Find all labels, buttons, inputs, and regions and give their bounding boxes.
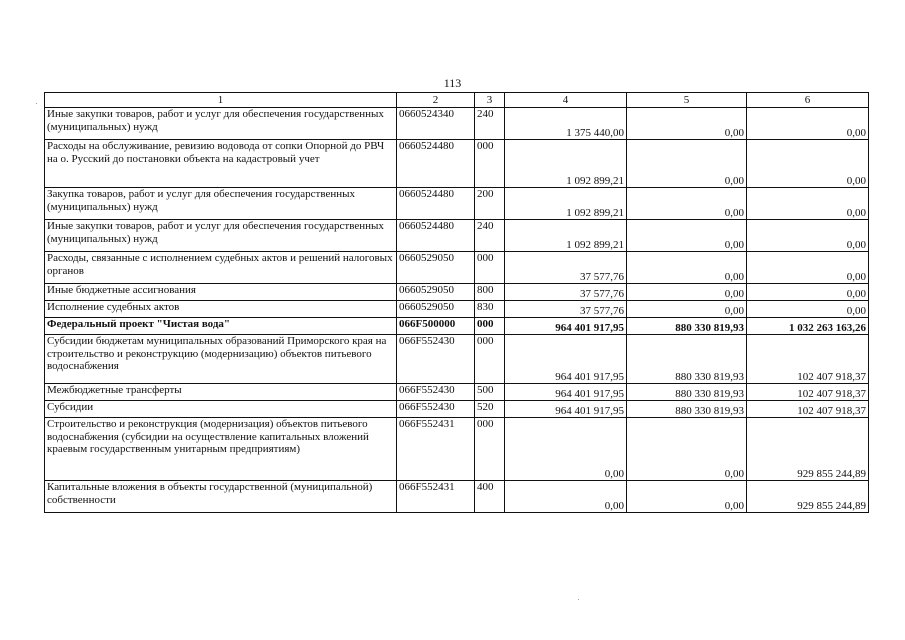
row-expense-type: 240 xyxy=(475,220,505,252)
row-value-col4: 0,00 xyxy=(505,481,627,513)
row-value-col5: 0,00 xyxy=(627,252,747,284)
row-expense-type: 400 xyxy=(475,481,505,513)
row-code: 0660529050 xyxy=(397,252,475,284)
row-value-col4: 1 375 440,00 xyxy=(505,108,627,140)
table-row xyxy=(45,318,869,335)
table-row xyxy=(45,188,869,220)
row-expense-type: 830 xyxy=(475,301,505,318)
row-expense-type: 000 xyxy=(475,335,505,384)
budget-table xyxy=(44,92,869,513)
row-code: 066F552431 xyxy=(397,481,475,513)
row-value-col6: 102 407 918,37 xyxy=(747,384,869,401)
row-code: 0660524480 xyxy=(397,188,475,220)
budget-table-body xyxy=(45,93,869,513)
row-value-col4: 964 401 917,95 xyxy=(505,384,627,401)
row-value-col6: 0,00 xyxy=(747,108,869,140)
row-value-col6: 0,00 xyxy=(747,188,869,220)
row-value-col4: 1 092 899,21 xyxy=(505,140,627,188)
row-value-col4: 37 577,76 xyxy=(505,284,627,301)
row-value-col6: 102 407 918,37 xyxy=(747,401,869,418)
row-value-col5: 880 330 819,93 xyxy=(627,384,747,401)
row-value-col4: 964 401 917,95 xyxy=(505,335,627,384)
row-name: Расходы на обслуживание, ревизию водовода от сопки Опорной до РВЧ на о. Русский до постановки объекта на кадастровый учет xyxy=(45,140,397,188)
row-value-col5: 880 330 819,93 xyxy=(627,401,747,418)
row-name: Федеральный проект "Чистая вода" xyxy=(45,318,397,335)
table-row xyxy=(45,384,869,401)
row-value-col6: 1 032 263 163,26 xyxy=(747,318,869,335)
row-name: Субсидии бюджетам муниципальных образований Приморского края на строительство и реконструкцию (модернизацию) объектов питьевого водоснабжения xyxy=(45,335,397,384)
row-expense-type: 000 xyxy=(475,318,505,335)
row-value-col4: 964 401 917,95 xyxy=(505,401,627,418)
row-value-col4: 37 577,76 xyxy=(505,301,627,318)
row-expense-type: 800 xyxy=(475,284,505,301)
row-name: Иные бюджетные ассигнования xyxy=(45,284,397,301)
header-cell-4: 4 xyxy=(505,93,627,108)
row-value-col5: 0,00 xyxy=(627,301,747,318)
row-value-col5: 880 330 819,93 xyxy=(627,335,747,384)
table-row xyxy=(45,418,869,481)
row-expense-type: 000 xyxy=(475,418,505,481)
row-name: Субсидии xyxy=(45,401,397,418)
row-code: 066F552431 xyxy=(397,418,475,481)
header-cell-6: 6 xyxy=(747,93,869,108)
row-code: 066F552430 xyxy=(397,335,475,384)
row-value-col6: 929 855 244,89 xyxy=(747,418,869,481)
row-value-col4: 0,00 xyxy=(505,418,627,481)
row-name: Капитальные вложения в объекты государственной (муниципальной) собственности xyxy=(45,481,397,513)
row-name: Расходы, связанные с исполнением судебных актов и решений налоговых органов xyxy=(45,252,397,284)
row-value-col4: 37 577,76 xyxy=(505,252,627,284)
row-value-col5: 0,00 xyxy=(627,108,747,140)
row-value-col5: 880 330 819,93 xyxy=(627,318,747,335)
table-row xyxy=(45,252,869,284)
row-code: 0660529050 xyxy=(397,284,475,301)
page-number: 113 xyxy=(443,76,462,90)
row-value-col5: 0,00 xyxy=(627,481,747,513)
table-row xyxy=(45,301,869,318)
table-row xyxy=(45,220,869,252)
row-value-col6: 929 855 244,89 xyxy=(747,481,869,513)
row-value-col6: 0,00 xyxy=(747,301,869,318)
row-code: 0660524480 xyxy=(397,140,475,188)
row-expense-type: 500 xyxy=(475,384,505,401)
row-value-col6: 0,00 xyxy=(747,252,869,284)
row-value-col6: 0,00 xyxy=(747,140,869,188)
row-expense-type: 520 xyxy=(475,401,505,418)
row-code: 066F500000 xyxy=(397,318,475,335)
row-value-col5: 0,00 xyxy=(627,220,747,252)
row-code: 0660524340 xyxy=(397,108,475,140)
scan-speck xyxy=(578,599,579,600)
table-row xyxy=(45,140,869,188)
row-value-col6: 0,00 xyxy=(747,220,869,252)
row-value-col5: 0,00 xyxy=(627,284,747,301)
row-name: Исполнение судебных актов xyxy=(45,301,397,318)
row-value-col5: 0,00 xyxy=(627,188,747,220)
row-code: 0660524480 xyxy=(397,220,475,252)
table-row xyxy=(45,108,869,140)
header-cell-1: 1 xyxy=(45,93,397,108)
row-code: 0660529050 xyxy=(397,301,475,318)
row-value-col4: 1 092 899,21 xyxy=(505,188,627,220)
row-expense-type: 000 xyxy=(475,140,505,188)
table-row xyxy=(45,284,869,301)
row-value-col4: 1 092 899,21 xyxy=(505,220,627,252)
row-name: Закупка товаров, работ и услуг для обеспечения государственных (муниципальных) нужд xyxy=(45,188,397,220)
table-row xyxy=(45,481,869,513)
row-name: Иные закупки товаров, работ и услуг для обеспечения государственных (муниципальных) нужд xyxy=(45,108,397,140)
table-row xyxy=(45,335,869,384)
row-name: Иные закупки товаров, работ и услуг для обеспечения государственных (муниципальных) нужд xyxy=(45,220,397,252)
header-row xyxy=(45,93,869,108)
row-expense-type: 200 xyxy=(475,188,505,220)
table-row xyxy=(45,401,869,418)
header-cell-3: 3 xyxy=(475,93,505,108)
header-cell-2: 2 xyxy=(397,93,475,108)
row-value-col6: 0,00 xyxy=(747,284,869,301)
scan-speck xyxy=(36,103,37,104)
row-code: 066F552430 xyxy=(397,384,475,401)
row-code: 066F552430 xyxy=(397,401,475,418)
header-cell-5: 5 xyxy=(627,93,747,108)
row-expense-type: 000 xyxy=(475,252,505,284)
row-value-col5: 0,00 xyxy=(627,418,747,481)
row-value-col4: 964 401 917,95 xyxy=(505,318,627,335)
row-name: Межбюджетные трансферты xyxy=(45,384,397,401)
row-value-col6: 102 407 918,37 xyxy=(747,335,869,384)
row-value-col5: 0,00 xyxy=(627,140,747,188)
row-expense-type: 240 xyxy=(475,108,505,140)
row-name: Строительство и реконструкция (модернизация) объектов питьевого водоснабжения (субсидии на осуществление капитальных вложений краевым государственным унитарным предприятиям) xyxy=(45,418,397,481)
